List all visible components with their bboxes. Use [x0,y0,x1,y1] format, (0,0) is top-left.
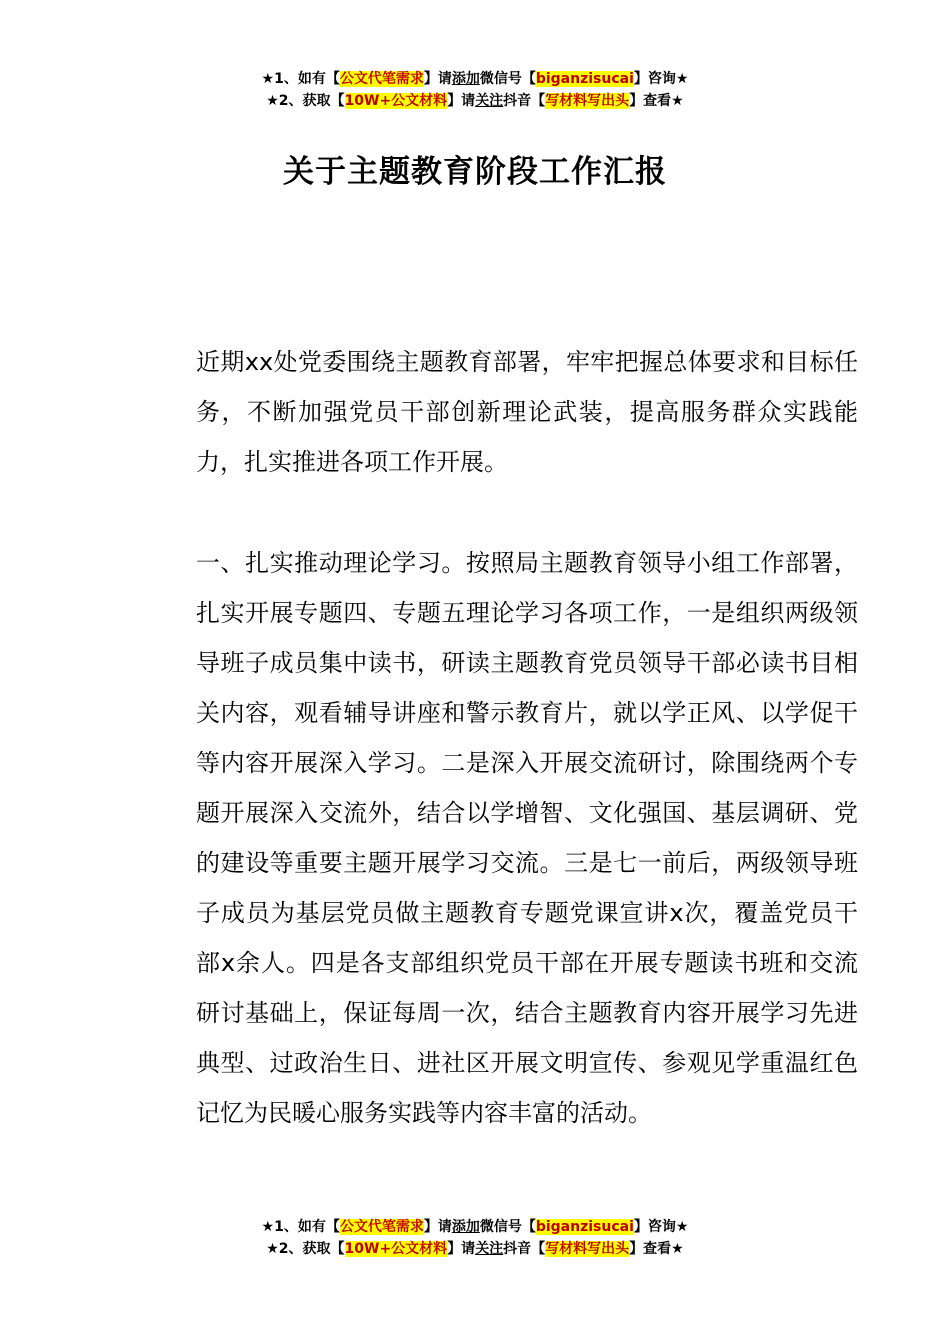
promo-text: 】查看★ [629,93,684,109]
promo-emphasis: 添加 [451,71,480,87]
promo-highlight: biganzisucai [535,71,634,87]
paragraph-theory-study: 一、扎实推动理论学习。按照局主题教育领导小组工作部署，扎实开展专题四、专题五理论学习各项工作，一是组织两级领导班子成员集中读书，研读主题教育党员领导干部必读书目相关内容，观看辅导讲座和警示教育片，就以学正风、以学促干等内容开展深入学习。二是深入开展交流研讨，除围绕两个专题开展深入交流外，结合以学增智、文化强国、基层调研、党的建设等重要主题开展学习交流。三是七一前后，两级领导班子成员为基层党员做主题教育专题党课宣讲x次，覆盖党员干部x余人。四是各支部组织党员干部在开展专题读书班和交流研讨基础上，保证每周一次，结合主题教育内容开展学习先进典型、过政治生日、进社区开展文明宣传、参观见学重温红色记忆为民暖心服务实践等内容丰富的活动。 [196,549,858,1127]
promo-header [0,68,950,112]
promo-line-1 [0,1216,950,1238]
promo-text: 】请 [447,1241,476,1257]
promo-text: 抖音【 [503,93,546,109]
promo-emphasis: 添加 [451,1219,480,1235]
promo-highlight: 写材料写出头 [545,1241,630,1257]
promo-line-2 [0,1238,950,1260]
promo-text: ★2、获取【 [266,93,345,109]
promo-highlight: biganzisucai [535,1219,634,1235]
promo-text: 】咨询★ [633,1219,689,1235]
promo-text: 微信号【 [479,1219,536,1235]
promo-text: ★2、获取【 [266,1241,345,1257]
promo-emphasis: 关注 [475,93,504,109]
promo-text: 】查看★ [629,1241,684,1257]
promo-emphasis: 关注 [475,1241,504,1257]
promo-line-2 [0,90,950,112]
promo-highlight: 公文代笔需求 [339,71,424,87]
promo-text: 微信号【 [479,71,536,87]
promo-highlight: 10W+公文材料 [344,1241,448,1257]
promo-highlight: 公文代笔需求 [339,1219,424,1235]
promo-footer [0,1216,950,1260]
promo-text: 】咨询★ [633,71,689,87]
promo-highlight: 10W+公文材料 [344,93,448,109]
paragraph-intro: 近期xx处党委围绕主题教育部署，牢牢把握总体要求和目标任务，不断加强党员干部创新理论武装，提高服务群众实践能力，扎实推进各项工作开展。 [196,348,858,476]
promo-line-1 [0,68,950,90]
promo-text: 】请 [447,93,476,109]
document-title: 关于主题教育阶段工作汇报 [283,154,667,190]
promo-text: 】请 [423,71,452,87]
promo-text: 】请 [423,1219,452,1235]
promo-highlight: 写材料写出头 [545,93,630,109]
promo-text: ★1、如有【 [261,1219,340,1235]
promo-text: 抖音【 [503,1241,546,1257]
promo-text: ★1、如有【 [261,71,340,87]
